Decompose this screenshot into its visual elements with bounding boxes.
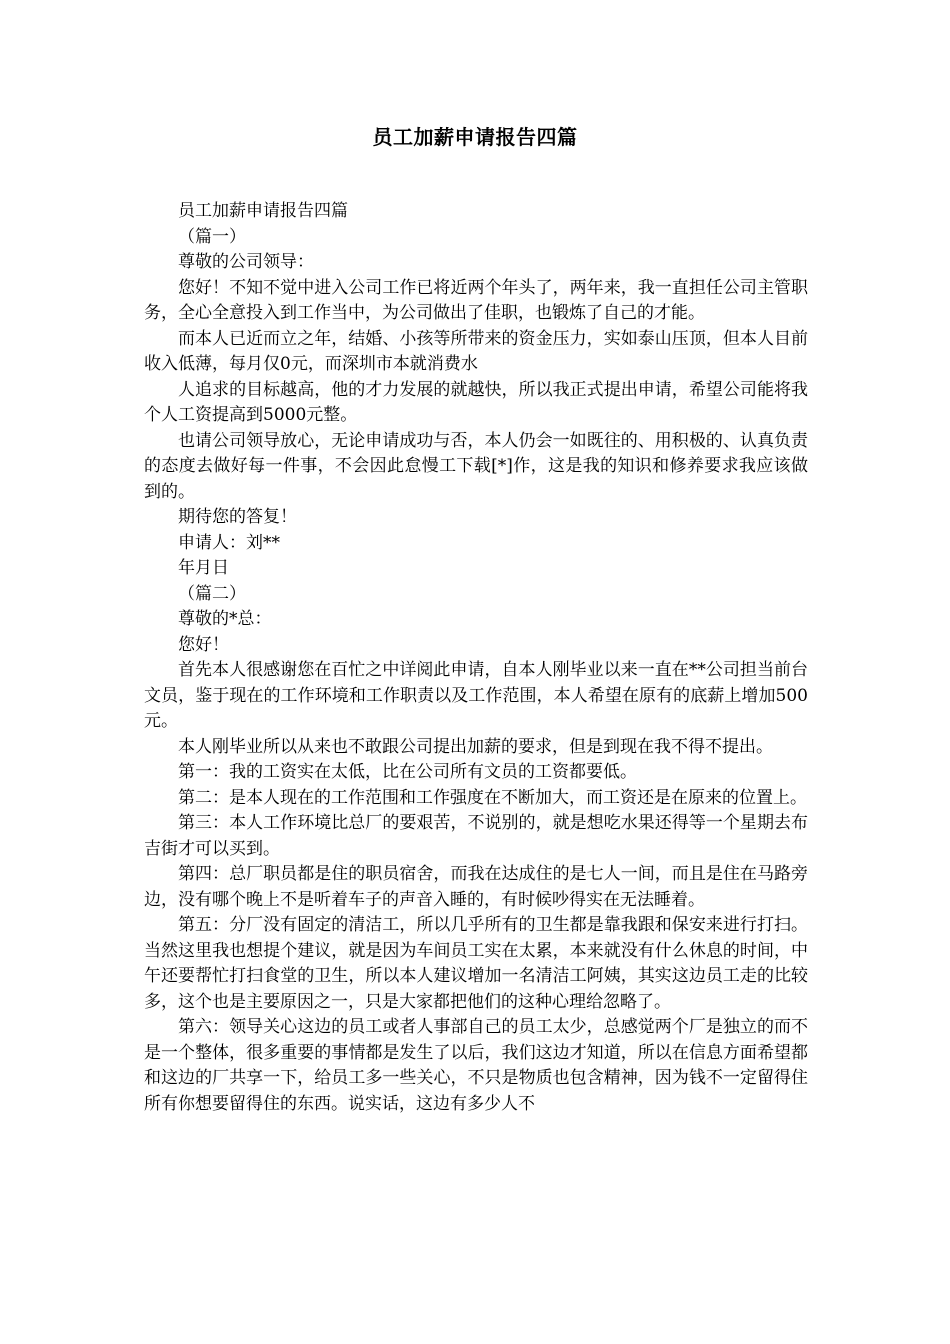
paragraph: 第六：领导关心这边的员工或者人事部自己的员工太少，总感觉两个厂是独立的而不是一个整体，很多重要的事情都是发生了以后，我们这边才知道，所以在信息方面希望都和这边的厂共享一下，给员工多一些关心，不只是物质也包含精神，因为钱不一定留得住所有你想要留得住的东西。说实话，这边有多少人不 (144, 1017, 808, 1114)
paragraph: 尊敬的*总： (178, 609, 272, 629)
paragraph: （篇一） (178, 226, 246, 247)
document-title: 员工加薪申请报告四篇 (372, 125, 578, 149)
paragraph: 年月日 (178, 558, 229, 578)
paragraph: 申请人：刘** (178, 532, 280, 553)
paragraph: 您好！不知不觉中进入公司工作已将近两个年头了，两年来，我一直担任公司主管职务，全心全意投入到工作当中，为公司做出了佳职，也锻炼了自己的才能。 (144, 277, 808, 323)
paragraph: 首先本人很感谢您在百忙之中详阅此申请，自本人刚毕业以来一直在**公司担当前台文员，鉴于现在的工作环境和工作职责以及工作范围，本人希望在原有的底薪上增加500元。 (144, 660, 808, 731)
paragraph: 人追求的目标越高，他的才力发展的就越快，所以我正式提出申请，希望公司能将我个人工资提高到5000元整。 (144, 379, 808, 425)
paragraph: 第四：总厂职员都是住的职员宿舍，而我在达成住的是七人一间，而且是住在马路旁边，没有哪个晚上不是听着车子的声音入睡的，有时候吵得实在无法睡着。 (144, 864, 808, 910)
paragraph: 第五：分厂没有固定的清洁工，所以几乎所有的卫生都是靠我跟和保安来进行打扫。当然这里我也想提个建议，就是因为车间员工实在太累，本来就没有什么休息的时间，中午还要帮忙打扫食堂的卫生，所以本人建议增加一名清洁工阿姨，其实这边员工走的比较多，这个也是主要原因之一，只是大家都把他们的这种心理给忽略了。 (144, 915, 808, 1012)
paragraph: 第二：是本人现在的工作范围和工作强度在不断加大，而工资还是在原来的位置上。 (178, 787, 807, 808)
paragraph: 员工加薪申请报告四篇 (178, 201, 348, 221)
paragraph: 第一：我的工资实在太低，比在公司所有文员的工资都要低。 (178, 762, 637, 782)
paragraph: 本人刚毕业所以从来也不敢跟公司提出加薪的要求，但是到现在我不得不提出。 (178, 736, 773, 757)
paragraph: 尊敬的公司领导： (178, 252, 314, 272)
paragraph: （篇二） (178, 583, 246, 604)
paragraph: 也请公司领导放心，无论申请成功与否，本人仍会一如既往的、用积极的、认真负责的态度去做好每一件事，不会因此怠慢工下载[*]作，这是我的知识和修养要求我应该做到的。 (144, 430, 808, 502)
paragraph: 而本人已近而立之年，结婚、小孩等所带来的资金压力，实如泰山压顶，但本人目前收入低薄，每月仅0元，而深圳市本就消费水 (144, 328, 808, 374)
paragraph: 您好！ (178, 634, 229, 655)
paragraph: 第三：本人工作环境比总厂的要艰苦，不说别的，就是想吃水果还得等一个星期去布吉街才可以买到。 (144, 813, 808, 859)
document-body (144, 199, 808, 1117)
paragraph: 期待您的答复！ (178, 507, 297, 527)
